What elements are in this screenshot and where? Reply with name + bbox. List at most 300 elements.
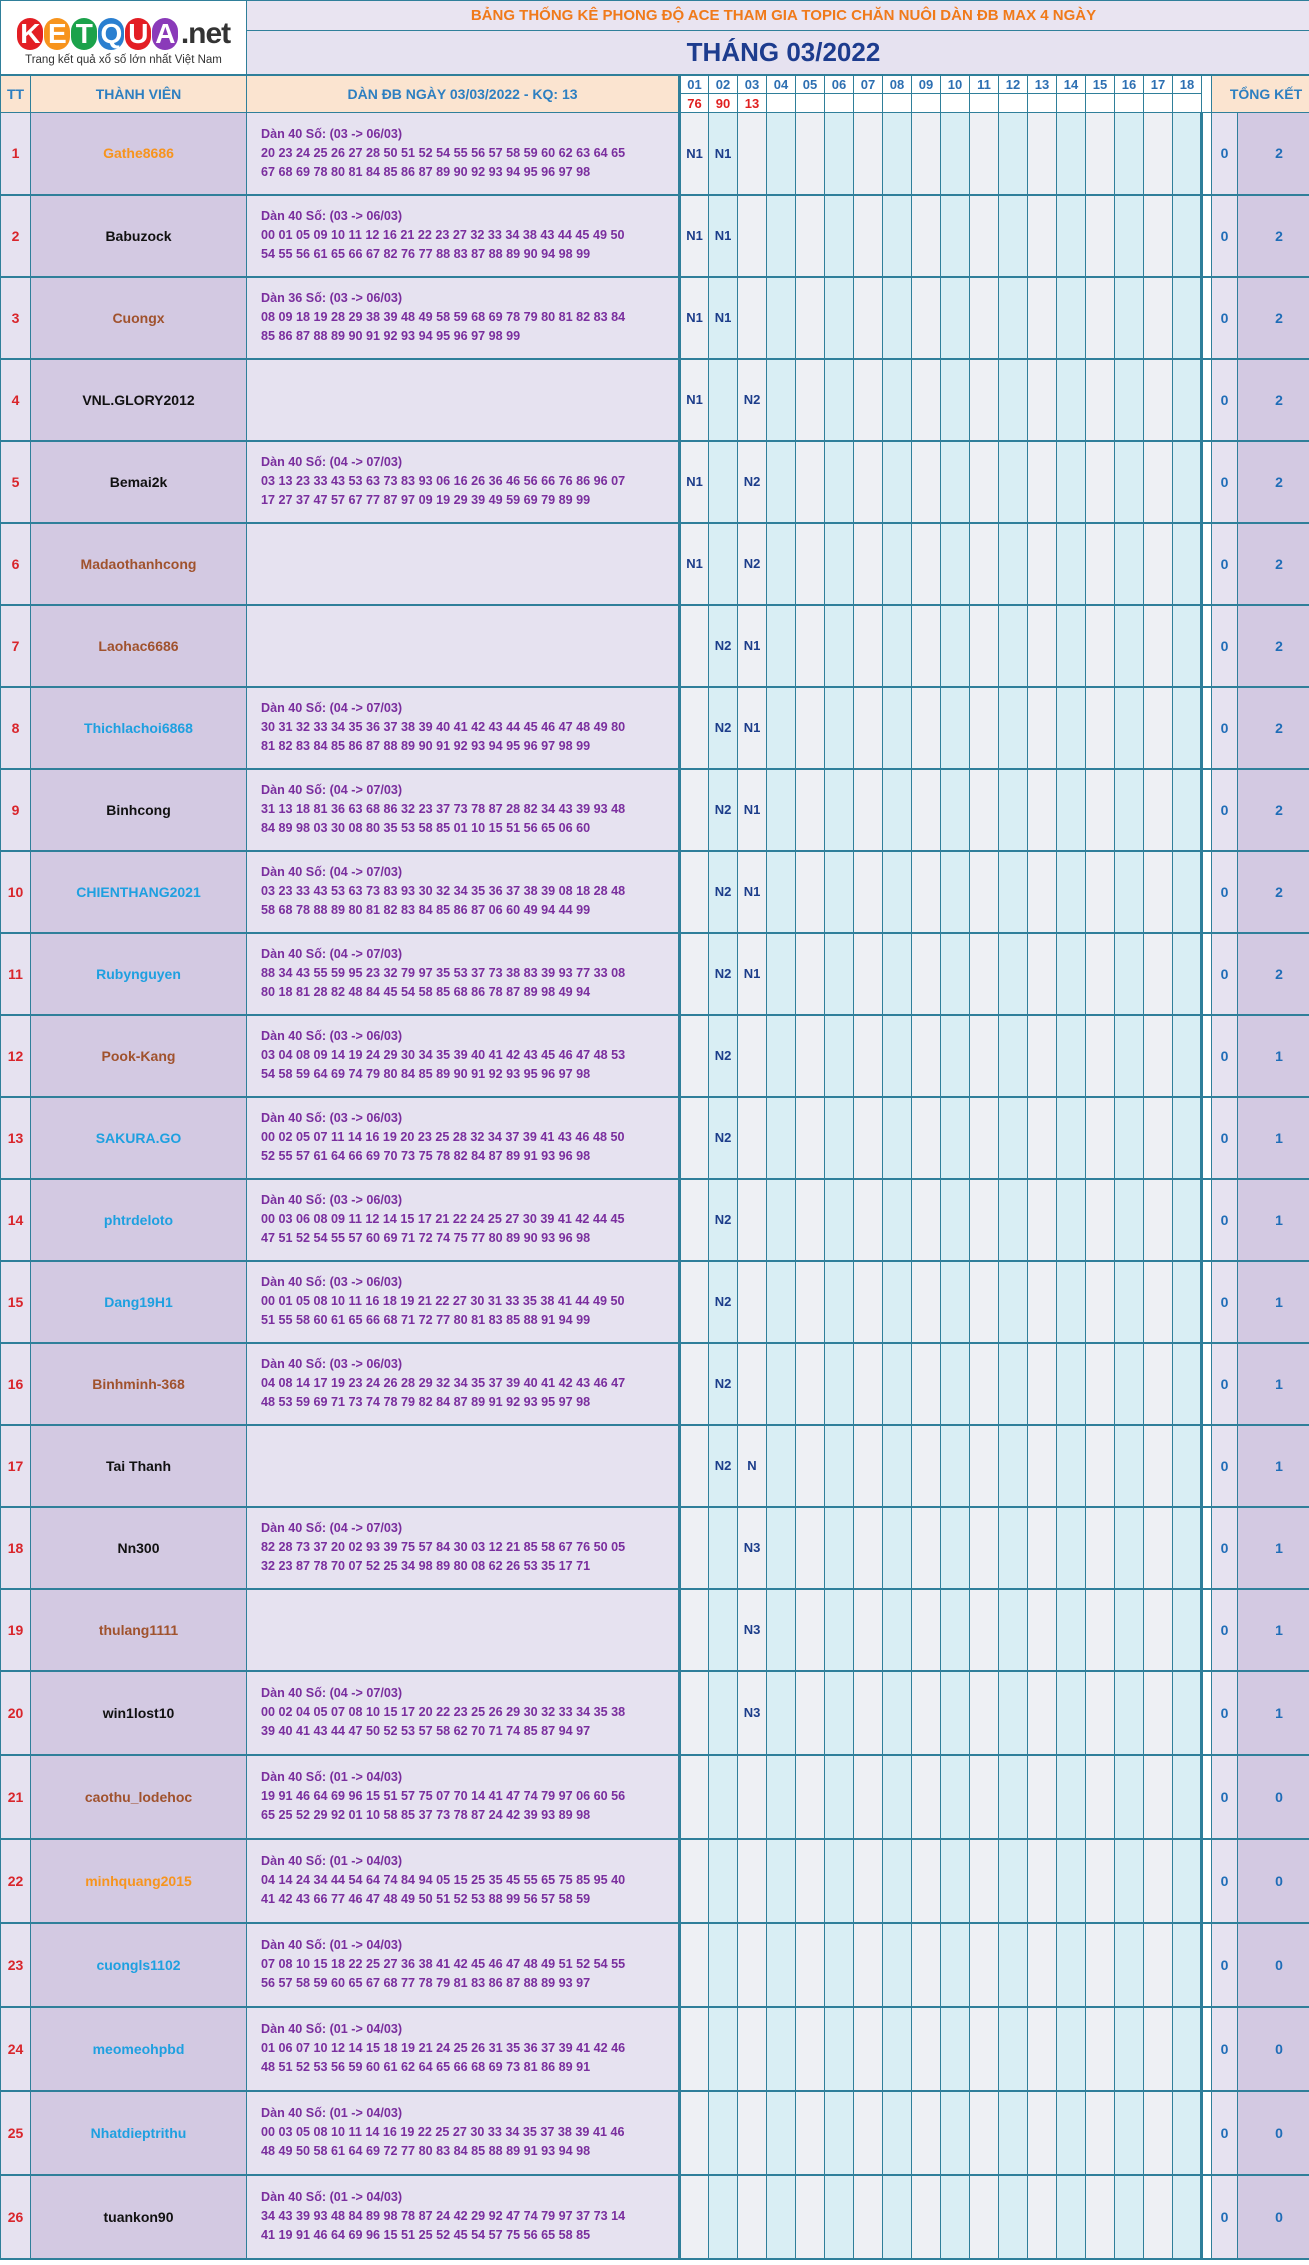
zero-count: 0 <box>1212 851 1238 933</box>
day-cell <box>825 1261 854 1343</box>
member-row <box>1 605 1309 687</box>
day-cell <box>1144 1923 1173 2007</box>
day-cell <box>883 1179 912 1261</box>
day-cell <box>941 933 970 1015</box>
day-cell <box>912 1839 941 1923</box>
col-header-dan: DÀN ĐB NGÀY 03/03/2022 - KQ: 13 <box>247 75 680 113</box>
member-name[interactable]: meomeohpbd <box>31 2007 247 2091</box>
zero-count: 0 <box>1212 1343 1238 1425</box>
member-row <box>1 1015 1309 1097</box>
day-cell: N2 <box>709 769 738 851</box>
day-cell <box>970 359 999 441</box>
day-cell <box>1173 113 1202 195</box>
day-cell <box>1086 1923 1115 2007</box>
dan-line: 30 31 32 33 34 35 36 37 38 39 40 41 42 43 44 45 46 47 48 49 80 <box>261 720 626 734</box>
day-cell <box>1086 2175 1115 2259</box>
day-cell <box>767 1755 796 1839</box>
row-spacer <box>1202 851 1212 933</box>
total-count: 0 <box>1238 1755 1309 1839</box>
member-row <box>1 2091 1309 2175</box>
member-name[interactable]: Pook-Kang <box>31 1015 247 1097</box>
day-cell <box>1144 1425 1173 1507</box>
dan-line: 47 51 52 54 55 57 60 69 71 72 74 75 77 80 89 90 93 96 98 <box>261 1231 591 1245</box>
day-cell <box>825 1015 854 1097</box>
day-cell <box>1144 851 1173 933</box>
member-name[interactable]: thulang1111 <box>31 1589 247 1671</box>
day-cell <box>1086 359 1115 441</box>
day-cell <box>883 1097 912 1179</box>
day-cell <box>970 113 999 195</box>
day-cell <box>709 2091 738 2175</box>
day-cell <box>854 359 883 441</box>
total-count: 0 <box>1238 2091 1309 2175</box>
dan-numbers <box>247 2007 680 2091</box>
day-cell <box>680 1343 709 1425</box>
day-cell <box>1057 1343 1086 1425</box>
day-cell <box>1057 359 1086 441</box>
day-cell <box>941 1097 970 1179</box>
row-spacer <box>1202 605 1212 687</box>
day-cell <box>854 769 883 851</box>
day-cell <box>941 2091 970 2175</box>
day-cell <box>883 2091 912 2175</box>
day-cell <box>854 1671 883 1755</box>
dan-line: 54 58 59 64 69 74 79 80 84 85 89 90 91 92 93 95 96 97 98 <box>261 1067 591 1081</box>
day-cell <box>1173 1261 1202 1343</box>
day-cell <box>1028 851 1057 933</box>
day-cell <box>767 359 796 441</box>
dan-line: 20 23 24 25 26 27 28 50 51 52 54 55 56 57 58 59 60 62 63 64 65 <box>261 145 626 160</box>
member-name[interactable]: SAKURA.GO <box>31 1097 247 1179</box>
row-number: 21 <box>1 1755 31 1839</box>
day-cell <box>825 1425 854 1507</box>
day-cell <box>854 1425 883 1507</box>
day-cell <box>1144 933 1173 1015</box>
day-cell <box>1173 1923 1202 2007</box>
day-cell <box>767 1097 796 1179</box>
day-cell <box>1057 113 1086 195</box>
dan-line: 56 57 58 59 60 65 67 68 77 78 79 81 83 86 87 88 89 93 97 <box>261 1976 591 1990</box>
day-cell <box>999 687 1028 769</box>
day-cell <box>1115 851 1144 933</box>
row-number: 16 <box>1 1343 31 1425</box>
day-cell <box>1057 2175 1086 2259</box>
day-cell <box>1173 1425 1202 1507</box>
member-name[interactable]: Bemai2k <box>31 441 247 523</box>
member-row <box>1 1179 1309 1261</box>
day-cell <box>941 1015 970 1097</box>
day-cell <box>970 1343 999 1425</box>
day-cell <box>709 1507 738 1589</box>
member-row <box>1 1839 1309 1923</box>
day-cell <box>1086 113 1115 195</box>
day-cell <box>1086 1179 1115 1261</box>
day-cell <box>854 851 883 933</box>
day-cell <box>680 1671 709 1755</box>
member-row <box>1 359 1309 441</box>
dan-line: 88 34 43 55 59 95 23 32 79 97 35 53 37 73 38 83 39 93 77 33 08 <box>261 966 626 980</box>
day-cell <box>1028 2175 1057 2259</box>
member-name[interactable]: VNL.GLORY2012 <box>31 359 247 441</box>
day-cell <box>970 1839 999 1923</box>
dan-heading: Dàn 40 Số: (03 -> 06/03) <box>261 1111 403 1125</box>
member-name[interactable]: Thichlachoi6868 <box>31 687 247 769</box>
day-cell <box>854 523 883 605</box>
member-name[interactable]: CHIENTHANG2021 <box>31 851 247 933</box>
total-count: 0 <box>1238 1839 1309 1923</box>
day-cell <box>970 1755 999 1839</box>
day-cell <box>796 195 825 277</box>
day-cell <box>767 687 796 769</box>
dan-numbers <box>247 1507 680 1589</box>
total-count: 2 <box>1238 687 1309 769</box>
day-cell <box>912 687 941 769</box>
dan-line: 00 02 04 05 07 08 10 15 17 20 22 23 25 26 29 30 32 33 34 35 38 <box>261 1705 626 1719</box>
day-result <box>970 94 999 113</box>
member-row <box>1 1755 1309 1839</box>
day-cell <box>767 195 796 277</box>
day-cell <box>1144 605 1173 687</box>
zero-count: 0 <box>1212 687 1238 769</box>
day-cell <box>1086 1671 1115 1755</box>
member-name[interactable]: win1lost10 <box>31 1671 247 1755</box>
member-name[interactable]: Rubynguyen <box>31 933 247 1015</box>
dan-heading: Dàn 40 Số: (04 -> 07/03) <box>261 783 403 797</box>
member-name[interactable]: Binhcong <box>31 769 247 851</box>
day-cell <box>767 933 796 1015</box>
zero-count: 0 <box>1212 605 1238 687</box>
day-cell <box>796 1671 825 1755</box>
member-name[interactable]: cuongls1102 <box>31 1923 247 2007</box>
member-row <box>1 1343 1309 1425</box>
day-cell <box>738 1097 767 1179</box>
day-cell <box>999 1097 1028 1179</box>
day-cell <box>912 851 941 933</box>
total-count: 2 <box>1238 933 1309 1015</box>
dan-line: 81 82 83 84 85 86 87 88 89 90 91 92 93 94 95 96 97 98 99 <box>261 739 591 753</box>
day-cell <box>680 1097 709 1179</box>
day-cell <box>1086 1343 1115 1425</box>
dan-heading: Dàn 40 Số: (01 -> 04/03) <box>261 1938 403 1952</box>
day-cell <box>796 1097 825 1179</box>
day-cell <box>854 687 883 769</box>
day-cell: N1 <box>680 359 709 441</box>
day-cell: N1 <box>738 769 767 851</box>
day-cell <box>999 1261 1028 1343</box>
row-number: 14 <box>1 1179 31 1261</box>
day-cell <box>970 1425 999 1507</box>
day-cell <box>941 1589 970 1671</box>
member-name[interactable]: Dang19H1 <box>31 1261 247 1343</box>
day-cell <box>796 1015 825 1097</box>
zero-count: 0 <box>1212 2175 1238 2259</box>
day-cell <box>767 1179 796 1261</box>
day-cell: N2 <box>709 1097 738 1179</box>
day-cell <box>970 1589 999 1671</box>
day-cell <box>796 1425 825 1507</box>
day-cell <box>796 1923 825 2007</box>
row-spacer <box>1202 1261 1212 1343</box>
day-cell <box>1086 851 1115 933</box>
total-count: 2 <box>1238 523 1309 605</box>
day-cell <box>1086 2091 1115 2175</box>
day-cell <box>854 1097 883 1179</box>
day-header: 05 <box>796 75 825 94</box>
day-result <box>1144 94 1173 113</box>
row-spacer <box>1202 1097 1212 1179</box>
day-cell <box>1086 1839 1115 1923</box>
dan-numbers <box>247 1425 680 1507</box>
day-cell <box>1086 605 1115 687</box>
day-cell <box>1028 441 1057 523</box>
zero-count: 0 <box>1212 933 1238 1015</box>
member-row <box>1 769 1309 851</box>
day-cell <box>883 605 912 687</box>
day-header: 09 <box>912 75 941 94</box>
day-cell <box>912 1755 941 1839</box>
total-count: 1 <box>1238 1671 1309 1755</box>
day-cell <box>767 523 796 605</box>
day-cell: N1 <box>680 195 709 277</box>
member-name[interactable]: Gathe8686 <box>31 113 247 195</box>
logo-letter: U <box>125 18 151 50</box>
day-cell <box>999 769 1028 851</box>
day-cell <box>1057 2091 1086 2175</box>
day-cell <box>1144 1839 1173 1923</box>
day-cell: N2 <box>709 687 738 769</box>
day-cell <box>970 769 999 851</box>
row-number: 8 <box>1 687 31 769</box>
total-count: 1 <box>1238 1343 1309 1425</box>
day-cell <box>825 1671 854 1755</box>
total-count: 2 <box>1238 359 1309 441</box>
dan-line: 41 42 43 66 77 46 47 48 49 50 51 52 53 88 99 56 57 58 59 <box>261 1892 591 1906</box>
day-cell <box>680 2007 709 2091</box>
dan-heading: Dàn 40 Số: (01 -> 04/03) <box>261 1854 403 1868</box>
zero-count: 0 <box>1212 441 1238 523</box>
member-name[interactable]: phtrdeloto <box>31 1179 247 1261</box>
member-name[interactable]: Laohac6686 <box>31 605 247 687</box>
dan-numbers <box>247 1015 680 1097</box>
day-cell <box>970 1015 999 1097</box>
day-cell <box>883 851 912 933</box>
day-cell <box>941 769 970 851</box>
day-cell <box>1057 277 1086 359</box>
member-name[interactable]: Cuongx <box>31 277 247 359</box>
day-cell <box>709 2175 738 2259</box>
day-cell <box>941 851 970 933</box>
row-spacer <box>1202 687 1212 769</box>
day-cell <box>1115 1343 1144 1425</box>
day-cell <box>1057 687 1086 769</box>
dan-heading: Dàn 40 Số: (04 -> 07/03) <box>261 947 403 961</box>
day-cell <box>970 1179 999 1261</box>
day-cell <box>1144 359 1173 441</box>
day-cell <box>680 769 709 851</box>
member-name[interactable]: tuankon90 <box>31 2175 247 2259</box>
member-row <box>1 1261 1309 1343</box>
day-cell <box>883 1425 912 1507</box>
member-name[interactable]: Babuzock <box>31 195 247 277</box>
day-cell <box>1057 605 1086 687</box>
day-cell <box>912 1507 941 1589</box>
member-row <box>1 523 1309 605</box>
member-name[interactable]: Nhatdieptrithu <box>31 2091 247 2175</box>
day-cell <box>999 1507 1028 1589</box>
day-cell <box>999 523 1028 605</box>
day-cell: N2 <box>709 1343 738 1425</box>
month-title: THÁNG 03/2022 <box>247 31 1309 75</box>
day-cell <box>999 1015 1028 1097</box>
row-number: 2 <box>1 195 31 277</box>
day-cell <box>912 277 941 359</box>
day-cell <box>767 1015 796 1097</box>
day-cell <box>854 2091 883 2175</box>
day-cell <box>738 1343 767 1425</box>
day-cell <box>825 1589 854 1671</box>
day-cell <box>1057 1671 1086 1755</box>
day-cell <box>680 1507 709 1589</box>
day-cell <box>941 2007 970 2091</box>
day-cell <box>999 1589 1028 1671</box>
zero-count: 0 <box>1212 2007 1238 2091</box>
total-count: 2 <box>1238 113 1309 195</box>
dan-line: 48 51 52 53 56 59 60 61 62 64 65 66 68 69 73 81 86 89 91 <box>261 2060 591 2074</box>
ketqua-logo[interactable] <box>17 15 230 51</box>
row-spacer <box>1202 523 1212 605</box>
row-number: 10 <box>1 851 31 933</box>
day-cell <box>796 1755 825 1839</box>
day-cell <box>767 1589 796 1671</box>
day-result <box>1057 94 1086 113</box>
day-cell: N1 <box>680 523 709 605</box>
day-cell <box>941 2175 970 2259</box>
day-cell <box>1115 687 1144 769</box>
col-header-tt: TT <box>1 75 31 113</box>
day-cell <box>1144 2091 1173 2175</box>
dan-numbers <box>247 2175 680 2259</box>
dan-heading: Dàn 40 Số: (04 -> 07/03) <box>261 701 403 715</box>
day-cell <box>883 1589 912 1671</box>
day-cell <box>883 2007 912 2091</box>
dan-line: 84 89 98 03 30 08 80 35 53 58 85 01 10 15 51 56 65 06 60 <box>261 821 591 835</box>
dan-numbers <box>247 769 680 851</box>
day-cell <box>970 1507 999 1589</box>
member-row <box>1 277 1309 359</box>
day-cell <box>999 2175 1028 2259</box>
row-spacer <box>1202 113 1212 195</box>
day-cell <box>1086 277 1115 359</box>
day-cell <box>1057 441 1086 523</box>
day-cell <box>680 2175 709 2259</box>
day-cell <box>738 195 767 277</box>
dan-line: 80 18 81 28 82 48 84 45 54 58 85 68 86 78 87 89 98 49 94 <box>261 985 591 999</box>
day-cell <box>854 1755 883 1839</box>
zero-count: 0 <box>1212 1589 1238 1671</box>
day-cell <box>825 113 854 195</box>
day-header: 14 <box>1057 75 1086 94</box>
day-cell <box>912 523 941 605</box>
day-cell <box>1144 1261 1173 1343</box>
member-name[interactable]: Binhminh-368 <box>31 1343 247 1425</box>
logo-letter: E <box>44 18 70 50</box>
day-cell <box>999 1425 1028 1507</box>
day-cell <box>912 2007 941 2091</box>
member-name[interactable]: Madaothanhcong <box>31 523 247 605</box>
day-cell <box>767 1671 796 1755</box>
day-cell <box>709 359 738 441</box>
logo-letter: K <box>17 18 43 50</box>
day-cell <box>883 1755 912 1839</box>
day-cell <box>1028 277 1057 359</box>
day-cell <box>1028 1343 1057 1425</box>
day-cell <box>854 1261 883 1343</box>
zero-count: 0 <box>1212 1923 1238 2007</box>
day-cell <box>854 605 883 687</box>
dan-line: 32 23 87 78 70 07 52 25 34 98 89 80 08 62 26 53 35 17 71 <box>261 1559 591 1573</box>
day-cell <box>709 441 738 523</box>
day-cell <box>883 195 912 277</box>
day-cell <box>796 769 825 851</box>
day-cell <box>883 523 912 605</box>
row-spacer <box>1202 1755 1212 1839</box>
day-header: 17 <box>1144 75 1173 94</box>
day-cell <box>1115 359 1144 441</box>
dan-numbers <box>247 1589 680 1671</box>
day-cell <box>1173 2175 1202 2259</box>
day-cell <box>825 851 854 933</box>
day-cell <box>1028 195 1057 277</box>
day-cell <box>1115 113 1144 195</box>
row-spacer <box>1202 1671 1212 1755</box>
day-cell <box>883 1015 912 1097</box>
member-name[interactable]: Tai Thanh <box>31 1425 247 1507</box>
day-header: 16 <box>1115 75 1144 94</box>
member-name[interactable]: Nn300 <box>31 1507 247 1589</box>
day-cell <box>883 1261 912 1343</box>
day-cell <box>999 277 1028 359</box>
dan-line: 00 03 05 08 10 11 14 16 19 22 25 27 30 33 34 35 37 38 39 41 46 <box>261 2125 625 2139</box>
member-row <box>1 2007 1309 2091</box>
day-cell <box>1086 195 1115 277</box>
member-name[interactable]: minhquang2015 <box>31 1839 247 1923</box>
dan-numbers <box>247 441 680 523</box>
day-cell <box>1086 1261 1115 1343</box>
day-cell <box>796 277 825 359</box>
row-spacer <box>1202 1343 1212 1425</box>
row-spacer <box>1202 195 1212 277</box>
day-cell <box>738 113 767 195</box>
day-cell <box>941 195 970 277</box>
dan-numbers <box>247 1343 680 1425</box>
day-cell <box>680 1179 709 1261</box>
day-cell <box>941 1507 970 1589</box>
day-cell <box>1028 359 1057 441</box>
day-cell <box>680 851 709 933</box>
day-cell <box>1173 769 1202 851</box>
zero-count: 0 <box>1212 2091 1238 2175</box>
day-result <box>1028 94 1057 113</box>
row-number: 17 <box>1 1425 31 1507</box>
day-cell <box>825 1507 854 1589</box>
day-cell <box>1144 195 1173 277</box>
row-number: 25 <box>1 2091 31 2175</box>
member-name[interactable]: caothu_lodehoc <box>31 1755 247 1839</box>
day-cell <box>1173 851 1202 933</box>
day-cell <box>854 1015 883 1097</box>
row-number: 1 <box>1 113 31 195</box>
day-cell <box>1173 1507 1202 1589</box>
